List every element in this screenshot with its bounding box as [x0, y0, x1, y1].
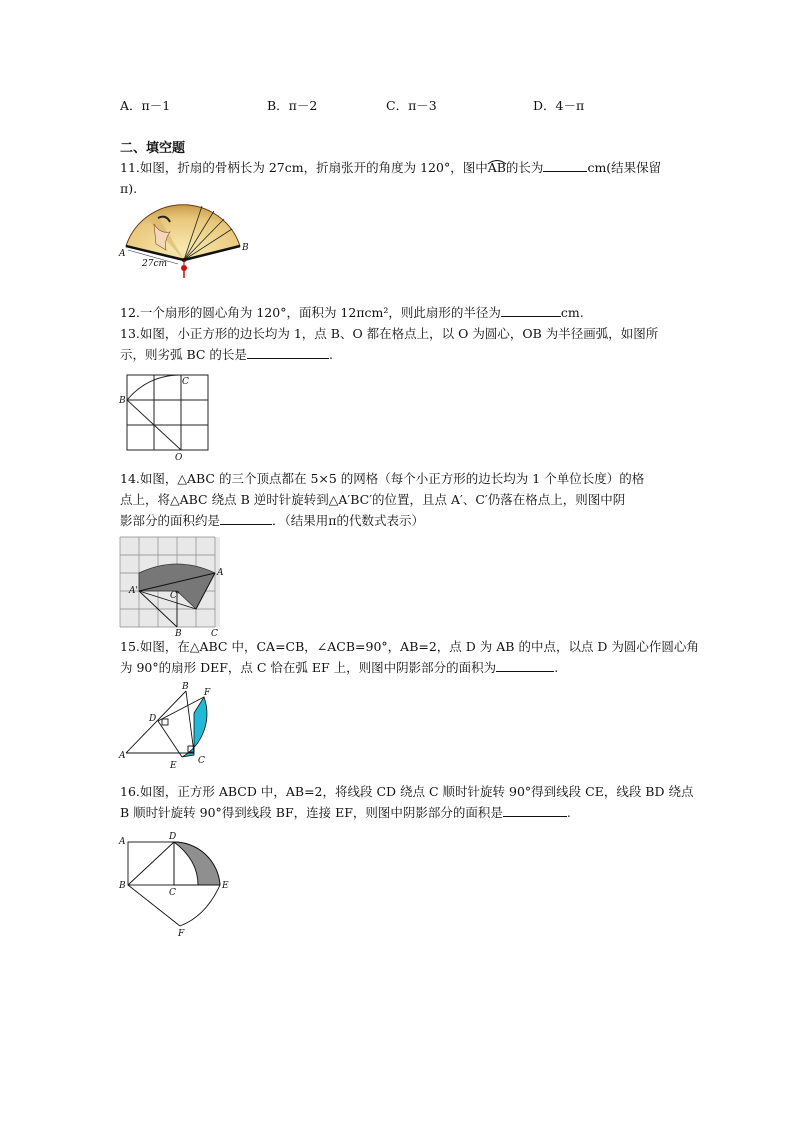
q11-answer-blank[interactable] — [543, 157, 587, 172]
q14-answer-blank[interactable] — [220, 510, 272, 525]
q13-label-o: O — [175, 453, 183, 463]
q13-label-b: B — [119, 396, 126, 406]
q16-line2 — [120, 802, 571, 824]
q11-label-len: 27cm — [142, 259, 168, 269]
section-title: 二、填空题 — [120, 141, 186, 156]
q14-label-a: A — [217, 568, 224, 578]
q15-line2 — [120, 657, 558, 679]
q11-text-b: 的长为 — [505, 160, 544, 175]
q16-square-figure — [118, 830, 238, 940]
q13-line1: 13.如图，小正方形的边长均为 1，点 B、O 都在格点上，以 O 为圆心，OB 为半径画弧，如图所 — [120, 326, 659, 341]
q11-line1 — [120, 157, 661, 179]
q15-label-f: F — [204, 688, 211, 698]
choice-d: D．4－π — [533, 98, 585, 113]
q13-label-c: C — [182, 377, 189, 387]
choice-c: C．π－3 — [386, 98, 437, 113]
q16-answer-blank[interactable] — [503, 802, 567, 817]
q12-text-a: 12.一个扇形的圆心角为 120°，面积为 12πcm²，则此扇形的半径为 — [120, 305, 501, 320]
arc-mark-icon — [487, 159, 507, 165]
q15-answer-blank[interactable] — [496, 657, 554, 672]
q15-label-a: A — [119, 751, 126, 761]
q16-label-d: D — [169, 832, 177, 842]
q14-label-b2: A' — [129, 586, 138, 596]
q13-text-a: 示，则劣弧 BC 的长是 — [120, 347, 247, 362]
q13-line2 — [120, 344, 333, 366]
choice-b: B．π－2 — [267, 98, 318, 113]
q14-label-c: C — [211, 629, 218, 639]
q15-label-b: B — [182, 682, 189, 692]
q16-label-f: F — [178, 929, 185, 939]
q16-line1: 16.如图，正方形 ABCD 中，AB=2，将线段 CD 绕点 C 顺时针旋转 90°得到线段 CE，线段 BD 绕点 — [120, 784, 694, 799]
q16-text-a: B 顺时针旋转 90°得到线段 BF，连接 EF，则图中阴影部分的面积是 — [120, 805, 503, 820]
q16-label-c: C — [169, 888, 176, 898]
q11-fan-figure — [118, 200, 248, 280]
q14-line2: 点上，将△ABC 绕点 B 逆时针旋转到△A′BC′的位置，且点 A′、C′仍落在格点上，则图中阴 — [120, 492, 626, 507]
q15-line1: 15.如图，在△ABC 中，CA=CB，∠ACB=90°，AB=2，点 D 为 AB 的中点，以点 D 为圆心作圆心角 — [120, 639, 699, 654]
q15-label-e: E — [170, 761, 177, 771]
q15-label-d: D — [149, 714, 157, 724]
q14-label-b: B — [175, 629, 182, 639]
q13-text-b: . — [328, 347, 333, 362]
q11-line2: π). — [120, 181, 138, 196]
q16-label-a: A — [119, 837, 126, 847]
q11-text-c: cm(结果保留 — [587, 160, 662, 175]
q12-line — [120, 302, 584, 324]
q15-triangle-figure — [118, 683, 218, 771]
q13-answer-blank[interactable] — [247, 344, 329, 359]
q14-text-a: 影部分的面积约是 — [120, 513, 221, 528]
q16-text-b: . — [566, 805, 571, 820]
q12-text-b: cm. — [560, 305, 584, 320]
q16-label-e: E — [222, 881, 229, 891]
q14-label-c2: C' — [170, 591, 180, 601]
q15-text-b: . — [554, 660, 559, 675]
q11-text-a: 11.如图，折扇的骨柄长为 27cm，折扇张开的角度为 120°，图中 — [120, 160, 488, 175]
q12-answer-blank[interactable] — [501, 302, 561, 317]
q15-label-c: C — [198, 756, 205, 766]
q16-label-b: B — [119, 881, 126, 891]
q11-label-b: B — [242, 243, 249, 253]
q14-line1: 14.如图，△ABC 的三个顶点都在 5×5 的网格（每个小正方形的边长均为 1 个单位长度）的格 — [120, 471, 645, 486]
q14-line3 — [120, 510, 424, 532]
q14-text-b: ．（结果用π的代数式表示） — [272, 513, 424, 528]
q11-arc-label: AB — [487, 160, 506, 175]
q11-label-a: A — [119, 249, 126, 259]
q14-grid-figure — [120, 537, 230, 637]
q15-text-a: 为 90°的扇形 DEF，点 C 恰在弧 EF 上，则图中阴影部分的面积为 — [120, 660, 497, 675]
choice-a: A．π－1 — [120, 98, 171, 113]
q13-grid-figure — [118, 370, 218, 463]
